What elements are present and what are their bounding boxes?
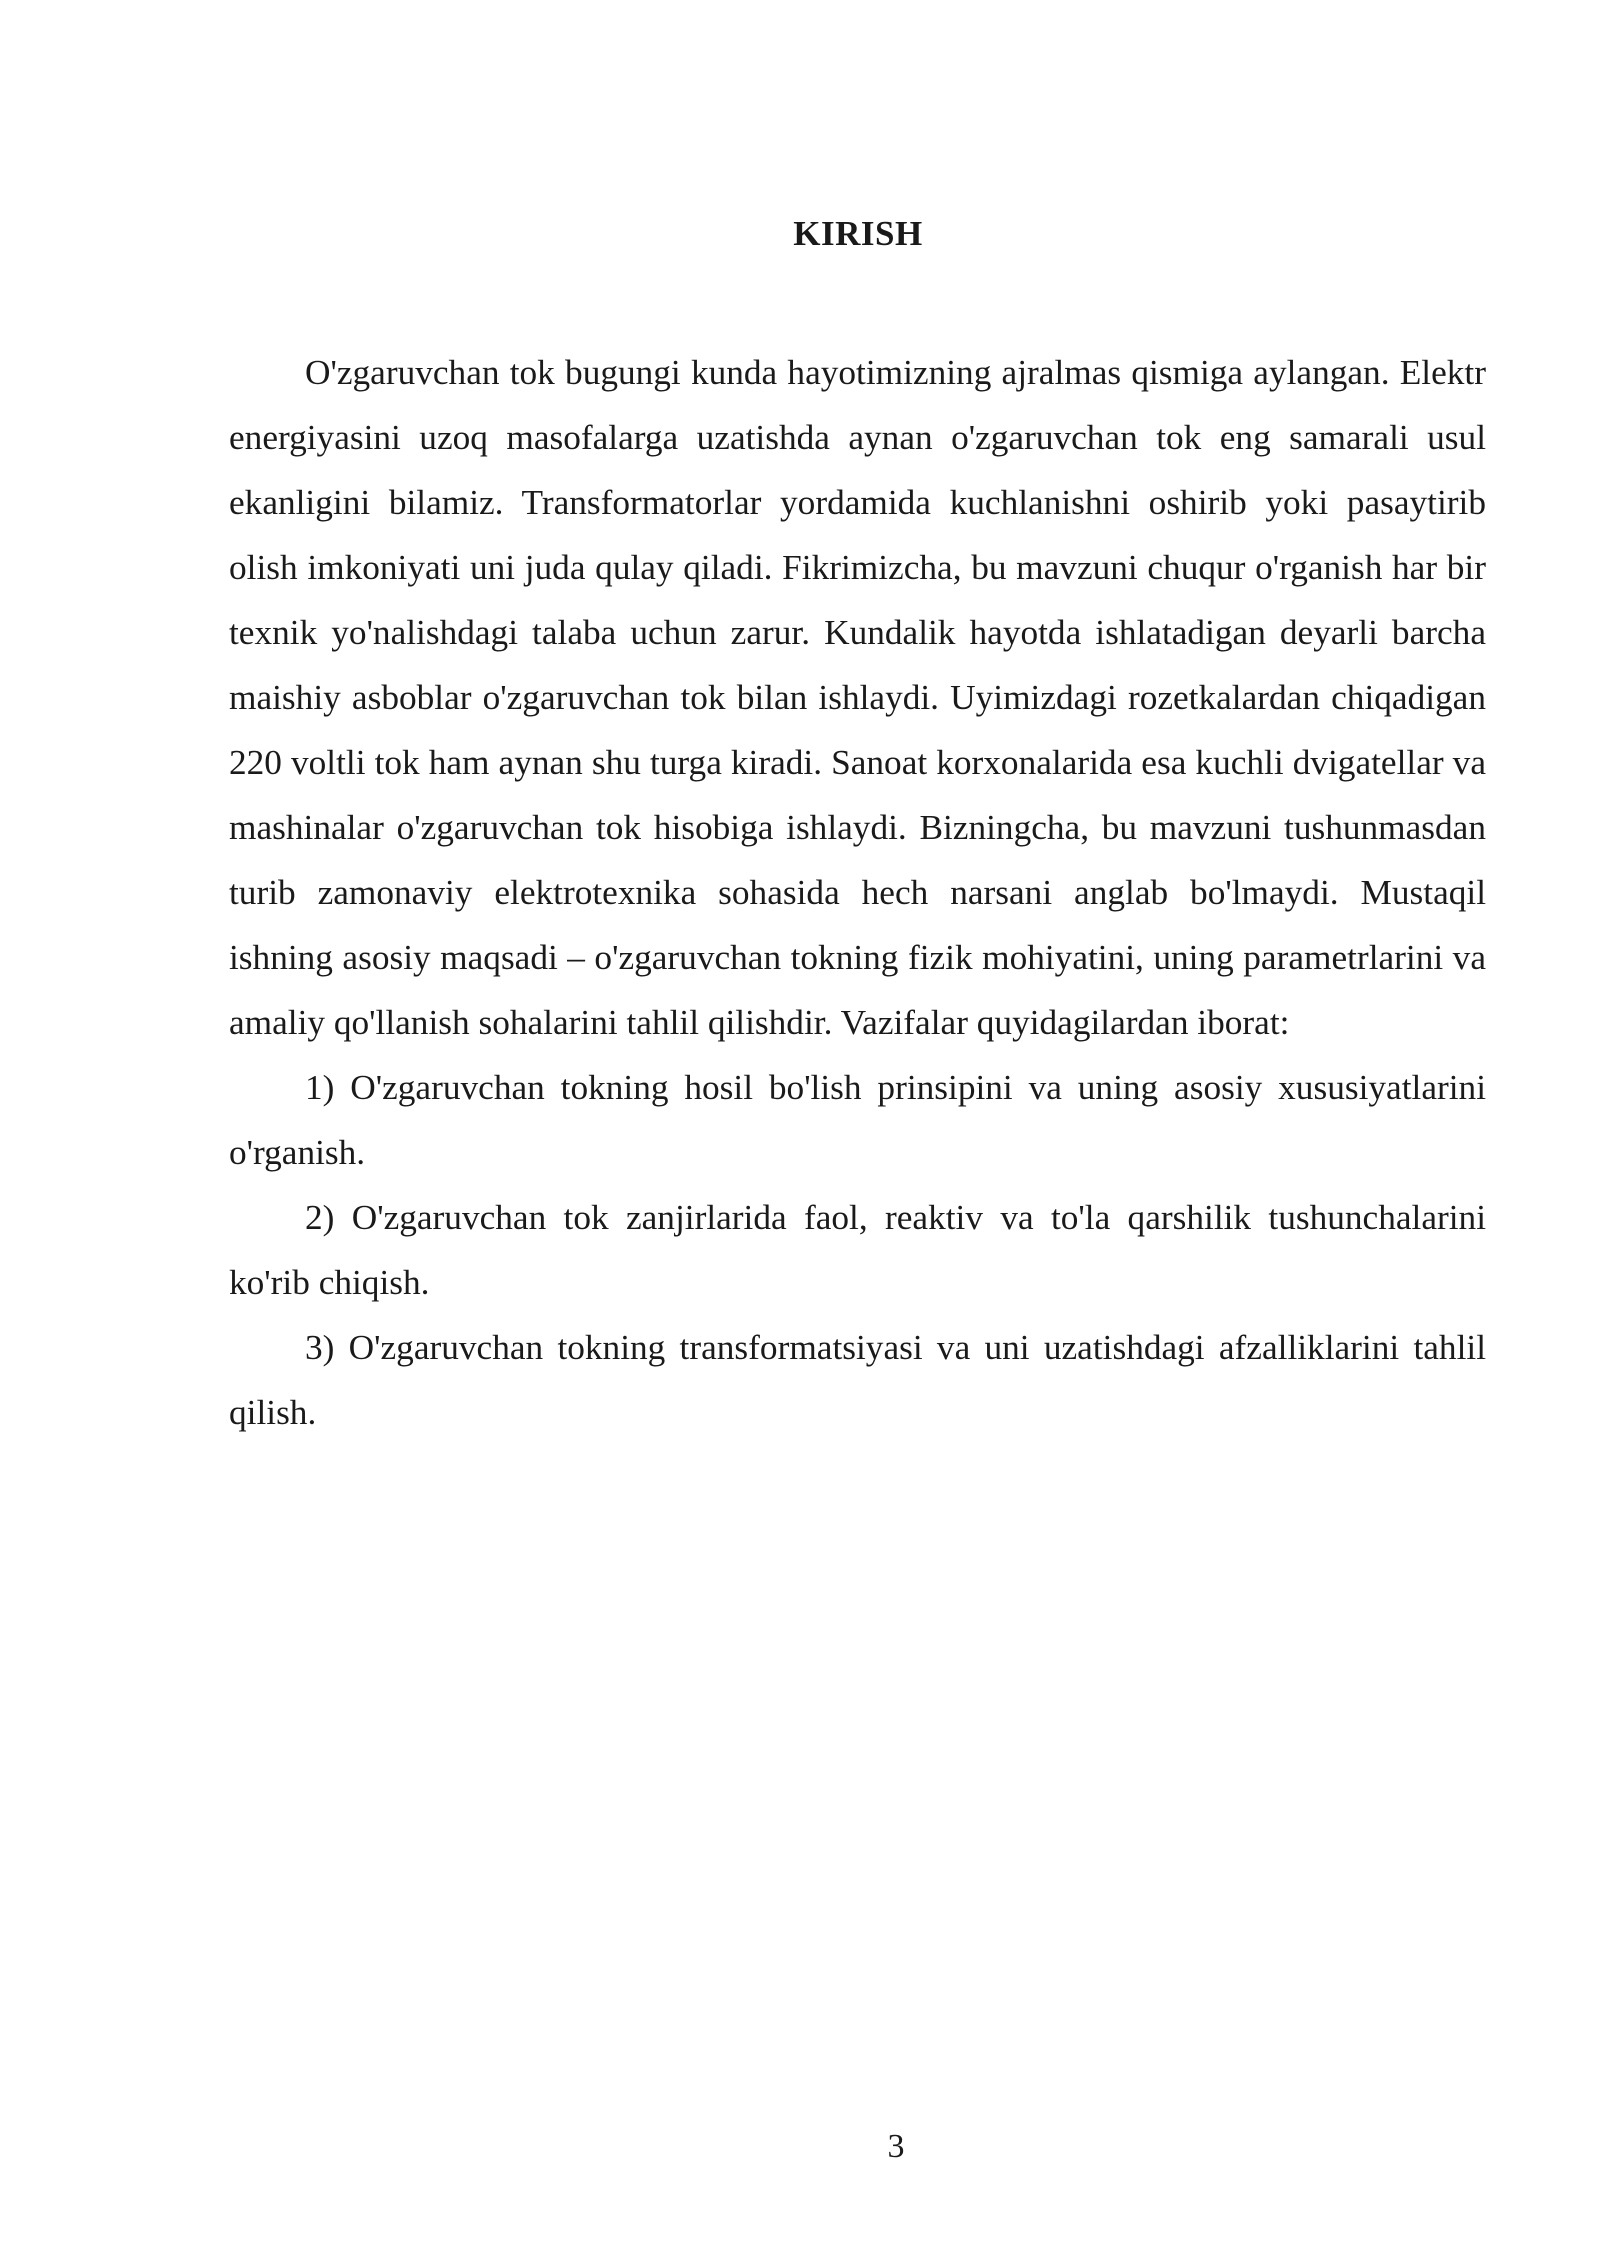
- task-item-1: 1) O'zgaruvchan tokning hosil bo'lish prinsipini va uning asosiy xususiyatlarini o'rganish.: [229, 1068, 1486, 1172]
- intro-paragraph: O'zgaruvchan tok bugungi kunda hayotimizning ajralmas qismiga aylangan. Elektr energiyasini uzoq masofalarga uzatishda aynan o'zgaruvchan tok eng samarali usul ekanligini bilamiz. Transformatorlar yordamida kuchlanishni oshirib yoki pasaytirib olish imkoniyati uni juda qulay qiladi. Fikrimizcha, bu mavzuni chuqur o'rganish har bir texnik yo'nalishdagi talaba uchun zarur. Kundalik hayotda ishlatadigan deyarli barcha maishiy asboblar o'zgaruvchan tok bilan ishlaydi. Uyimizdagi rozetkalardan chiqadigan 220 voltli tok ham aynan shu turga kiradi. Sanoat korxonalarida esa kuchli dvigatellar va mashinalar o'zgaruvchan tok hisobiga ishlaydi. Bizningcha, bu mavzuni tushunmasdan turib zamonaviy elektrotexnika sohasida hech narsani anglab bo'lmaydi. Mustaqil ishning asosiy maqsadi – o'zgaruvchan tokning fizik mohiyatini, uning parametrlarini va amaliy qo'llanish sohalarini tahlil qilishdir. Vazifalar quyidagilardan iborat:: [229, 353, 1486, 1042]
- task-item-3: 3) O'zgaruvchan tokning transformatsiyasi va uni uzatishdagi afzalliklarini tahlil qilish.: [229, 1328, 1486, 1432]
- body-text: [229, 340, 1486, 1445]
- page-number: 3: [887, 2128, 905, 2165]
- task-item-2: 2) O'zgaruvchan tok zanjirlarida faol, reaktiv va to'la qarshilik tushunchalarini ko'rib chiqish.: [229, 1198, 1486, 1302]
- section-heading: KIRISH: [793, 214, 923, 253]
